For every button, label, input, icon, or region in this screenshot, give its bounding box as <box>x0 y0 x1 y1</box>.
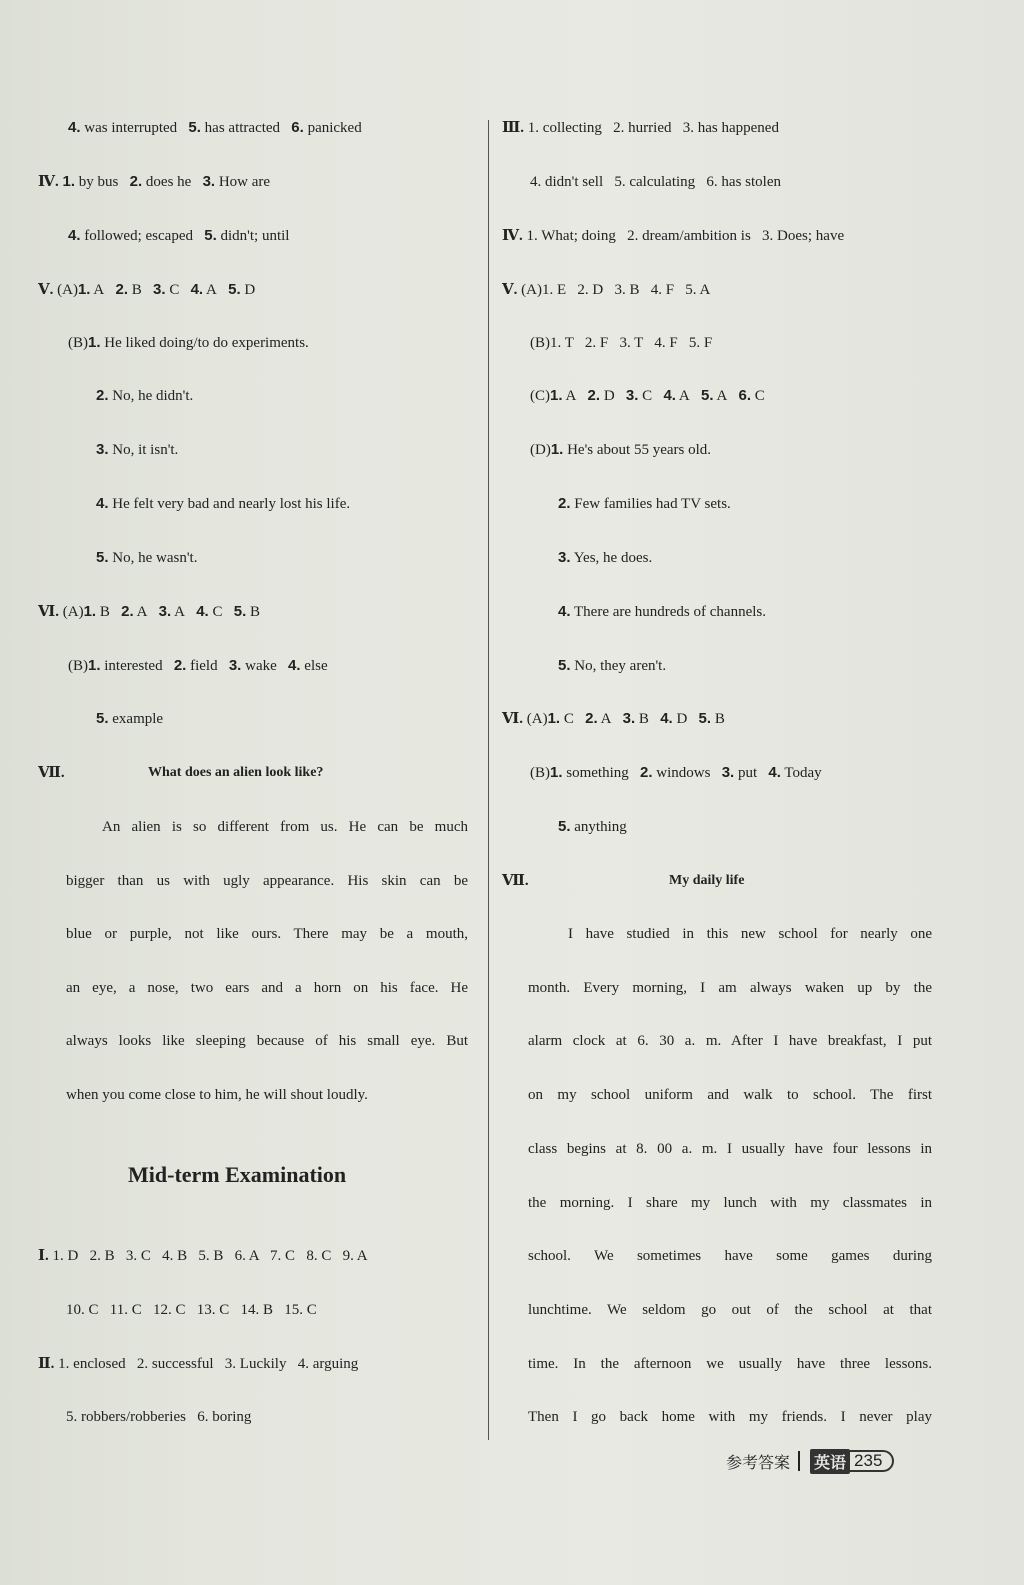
answer-text: A <box>206 282 217 298</box>
essay-line: I have studied in this new school for nearly one <box>568 926 932 942</box>
item-number: 5. <box>228 281 241 298</box>
section-ii-line <box>38 1354 358 1374</box>
essay-title: My daily life <box>669 873 745 888</box>
answer-line <box>530 763 822 783</box>
item-number: 2. <box>121 603 134 620</box>
answer-line <box>68 226 289 246</box>
answer-text: was interrupted <box>84 120 178 136</box>
item-number: 3. <box>622 710 636 727</box>
part-label: (C) <box>530 388 550 404</box>
section-numeral: Ⅳ. <box>38 174 59 190</box>
essay-line: class begins at 8. 00 a. m. I usually have four lessons in <box>528 1141 932 1157</box>
section-numeral: Ⅴ. <box>38 282 54 298</box>
answer-text: does he <box>145 174 192 190</box>
answer-text: No, they aren't. <box>574 658 667 674</box>
answer-text: No, it isn't. <box>112 442 179 458</box>
answer-text: didn't; until <box>220 228 290 244</box>
answer-text: put <box>737 765 758 781</box>
answer-text: 1. enclosed 2. successful 3. Luckily 4. arguing <box>58 1356 359 1372</box>
item-number: 4. <box>288 657 301 674</box>
item-number: 2. <box>173 657 187 674</box>
answer-line <box>68 656 328 676</box>
item-number: 3. <box>558 549 571 566</box>
column-divider <box>488 120 489 1440</box>
answer-text: A <box>174 604 185 620</box>
item-number: 1. <box>550 441 564 458</box>
item-number: 2. <box>115 281 129 298</box>
answer-text: has attracted <box>204 120 281 136</box>
answer-text: B <box>250 604 261 620</box>
item-number: 1. <box>88 657 101 674</box>
section-vii-line <box>38 763 65 783</box>
part-label: (B) <box>530 765 550 781</box>
item-number: 5. <box>204 227 217 244</box>
item-number: 2. <box>587 387 601 404</box>
essay-line: time. In the afternoon we usually have three lessons. <box>528 1356 932 1372</box>
answer-line <box>68 118 362 138</box>
item-number: 1. <box>77 281 91 298</box>
answer-text: C <box>754 388 765 404</box>
section-numeral: Ⅰ. <box>38 1248 49 1264</box>
item-number: 4. <box>768 764 781 781</box>
item-number: 3. <box>228 657 242 674</box>
item-number: 2. <box>640 764 653 781</box>
essay-line: on my school uniform and walk to school. The first <box>528 1087 932 1103</box>
essay-line: an eye, a nose, two ears and a horn on his face. He <box>66 980 468 996</box>
item-number: 2. <box>558 495 571 512</box>
item-number: 5. <box>188 119 201 136</box>
answer-line <box>96 548 197 568</box>
answer-text: followed; escaped <box>84 228 193 244</box>
section-heading: Mid-term Examination <box>128 1162 347 1187</box>
section-numeral: Ⅶ. <box>38 765 65 781</box>
answer-text: Yes, he does. <box>573 550 653 566</box>
answer-text: Today <box>784 765 822 781</box>
section-numeral: Ⅵ. <box>38 604 59 620</box>
item-number: 1. <box>83 603 97 620</box>
answer-text: He's about 55 years old. <box>567 442 712 458</box>
section-vi-line <box>502 709 725 729</box>
answer-text: B <box>131 282 142 298</box>
part-label: (A) <box>526 711 548 727</box>
answer-text: interested <box>104 658 163 674</box>
answer-text: windows <box>656 765 711 781</box>
answer-text: He liked doing/to do experiments. <box>104 335 309 351</box>
answer-text: No, he wasn't. <box>112 550 198 566</box>
answer-line: 5. robbers/robberies 6. boring <box>66 1409 252 1425</box>
item-number: 2. <box>585 710 598 727</box>
essay-line: lunchtime. We seldom go out of the school at that <box>528 1302 932 1318</box>
answer-line <box>68 333 309 353</box>
item-number: 5. <box>96 710 109 727</box>
answer-text: something <box>566 765 629 781</box>
answer-text: C <box>563 711 574 727</box>
item-number: 5. <box>558 818 571 835</box>
answer-line <box>530 386 765 406</box>
answer-text: C <box>169 282 180 298</box>
essay-line: when you come close to him, he will shout loudly. <box>66 1087 368 1103</box>
answer-text: A <box>678 388 690 404</box>
answer-text: A <box>93 282 105 298</box>
answer-line <box>558 817 627 837</box>
part-label: (D) <box>530 442 551 458</box>
answer-text: B <box>638 711 649 727</box>
answer-line: 10. C 11. C 12. C 13. C 14. B 15. C <box>66 1302 317 1318</box>
answer-text: by bus <box>78 174 119 190</box>
section-vi-line <box>38 602 260 622</box>
essay-line: An alien is so different from us. He can be much <box>102 819 468 835</box>
answer-text: No, he didn't. <box>112 388 194 404</box>
item-number: 5. <box>698 710 712 727</box>
item-number: 2. <box>96 387 109 404</box>
item-number: 5. <box>700 387 714 404</box>
footer-separator <box>798 1451 800 1471</box>
item-number: 4. <box>68 227 81 244</box>
part-label: (A) <box>62 604 84 620</box>
section-v-line <box>502 280 710 300</box>
answer-text: A <box>600 711 612 727</box>
section-numeral: Ⅳ. <box>502 228 523 244</box>
section-numeral: Ⅶ. <box>502 873 529 889</box>
answer-line: (B)1. T 2. F 3. T 4. F 5. F <box>530 335 713 351</box>
section-numeral: Ⅴ. <box>502 282 518 298</box>
answer-line: 4. didn't sell 5. calculating 6. has stolen <box>530 174 781 190</box>
item-number: 3. <box>625 387 639 404</box>
answer-text: wake <box>245 658 277 674</box>
answer-line <box>558 548 652 568</box>
item-number: 4. <box>96 495 109 512</box>
answer-text: D <box>244 282 256 298</box>
answer-line <box>558 494 731 514</box>
section-iv-line <box>502 226 844 246</box>
essay-line: always looks like sleeping because of his small eye. But <box>66 1033 468 1049</box>
answer-line <box>558 656 666 676</box>
item-number: 1. <box>62 173 76 190</box>
answer-text: There are hundreds of channels. <box>574 604 766 620</box>
answer-text: A <box>136 604 148 620</box>
item-number: 5. <box>233 603 247 620</box>
answer-text: C <box>642 388 653 404</box>
answer-line <box>96 494 350 514</box>
item-number: 1. <box>550 387 563 404</box>
answer-text: 1. collecting 2. hurried 3. has happened <box>527 120 779 136</box>
essay-title: What does an alien look like? <box>148 765 324 780</box>
answer-text: He felt very bad and nearly lost his life. <box>112 496 351 512</box>
item-number: 2. <box>129 173 143 190</box>
item-number: 3. <box>721 764 735 781</box>
section-v-line <box>38 280 255 300</box>
part-label: (B) <box>68 335 88 351</box>
section-iv-line <box>38 172 270 192</box>
answer-key-label: 参考答案 <box>726 1452 791 1472</box>
section-vii-line <box>502 871 529 891</box>
item-number: 4. <box>190 281 204 298</box>
subject-badge: 英语 <box>810 1449 850 1474</box>
item-number: 4. <box>68 119 81 136</box>
answer-text: panicked <box>307 120 362 136</box>
section-numeral: Ⅵ. <box>502 711 523 727</box>
answer-text: B <box>99 604 110 620</box>
essay-line: bigger than us with ugly appearance. His skin can be <box>66 873 468 889</box>
answer-text: field <box>190 658 218 674</box>
answer-text: How are <box>218 174 271 190</box>
answer-line <box>96 440 178 460</box>
answer-line <box>96 709 163 729</box>
item-number: 1. <box>547 710 561 727</box>
essay-line: alarm clock at 6. 30 a. m. After I have breakfast, I put <box>528 1033 932 1049</box>
item-number: 4. <box>196 603 209 620</box>
essay-line: the morning. I share my lunch with my classmates in <box>528 1195 932 1211</box>
section-numeral: Ⅱ. <box>38 1356 55 1372</box>
answer-text: D <box>676 711 688 727</box>
answer-line <box>530 440 711 460</box>
answer-text: anything <box>574 819 627 835</box>
answer-text: else <box>304 658 328 674</box>
section-numeral: Ⅲ. <box>502 120 525 136</box>
item-number: 1. <box>550 764 563 781</box>
answer-text: 1. D 2. B 3. C 4. B 5. B 6. A 7. C 8. C 9. A <box>52 1248 368 1264</box>
answer-text: A <box>565 388 577 404</box>
essay-line: month. Every morning, I am always waken up by the <box>528 980 932 996</box>
item-number: 4. <box>558 603 571 620</box>
item-number: 6. <box>738 387 752 404</box>
answer-line <box>558 602 766 622</box>
page-footer <box>726 1449 894 1473</box>
answer-text: A <box>716 388 728 404</box>
answer-text: (A)1. E 2. D 3. B 4. F 5. A <box>521 282 711 298</box>
item-number: 3. <box>158 603 172 620</box>
answer-text: D <box>603 388 615 404</box>
part-label: (A) <box>57 282 78 298</box>
section-iii-line <box>502 118 779 138</box>
essay-line: school. We sometimes have some games during <box>528 1248 932 1264</box>
item-number: 3. <box>202 173 216 190</box>
answer-text: Few families had TV sets. <box>574 496 731 512</box>
item-number: 5. <box>96 549 109 566</box>
item-number: 6. <box>291 119 304 136</box>
answer-line <box>96 386 193 406</box>
item-number: 4. <box>660 710 673 727</box>
essay-line: blue or purple, not like ours. There may be a mouth, <box>66 926 468 942</box>
answer-text: B <box>714 711 725 727</box>
answer-text: C <box>212 604 223 620</box>
item-number: 3. <box>96 441 109 458</box>
answer-text: 1. What; doing 2. dream/ambition is 3. Does; have <box>526 228 845 244</box>
essay-line: Then I go back home with my friends. I never play <box>528 1409 932 1425</box>
item-number: 3. <box>153 281 166 298</box>
page-number: 235 <box>850 1450 894 1472</box>
item-number: 1. <box>88 334 101 351</box>
item-number: 4. <box>663 387 676 404</box>
item-number: 5. <box>558 657 571 674</box>
section-i-line <box>38 1246 368 1266</box>
part-label: (B) <box>68 658 88 674</box>
answer-text: example <box>112 711 164 727</box>
